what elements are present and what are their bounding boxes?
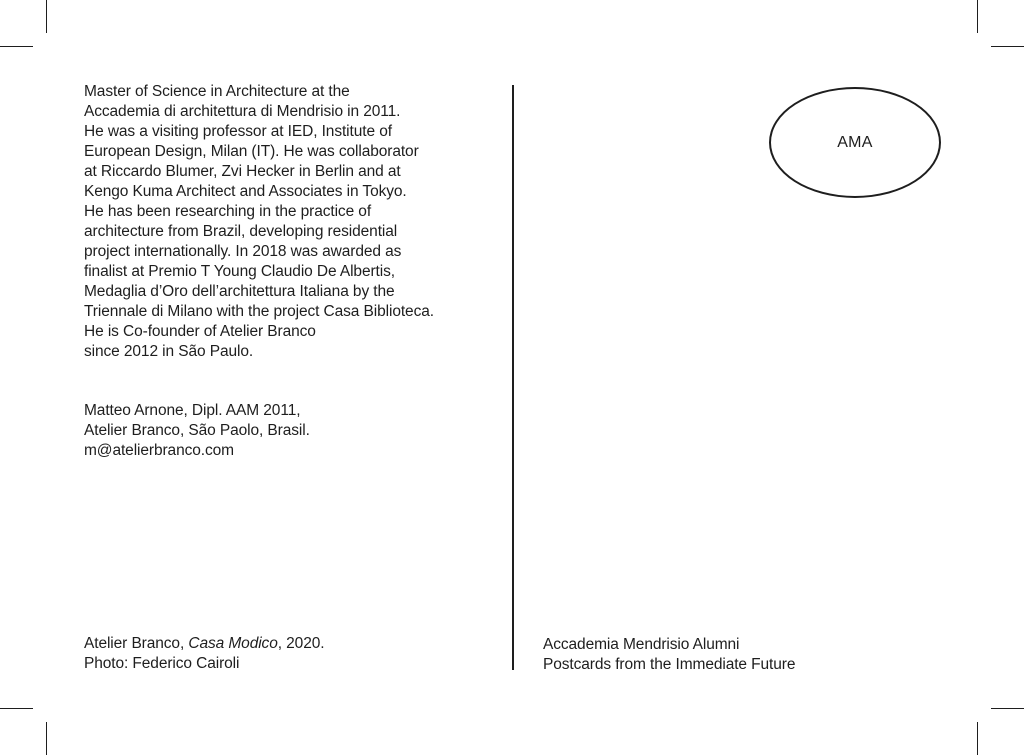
contact-email[interactable]: m@atelierbranco.com — [84, 442, 234, 459]
series-line-2: Postcards from the Immediate Future — [543, 656, 796, 673]
bio-line: Accademia di architettura di Mendrisio in 2011. — [84, 103, 401, 120]
image-caption — [84, 634, 324, 674]
caption-photo-credit: Photo: Federico Cairoli — [84, 655, 240, 672]
contact-studio: Atelier Branco, São Paolo, Brasil. — [84, 422, 310, 439]
contact-name: Matteo Arnone, Dipl. AAM 2011, — [84, 402, 301, 419]
crop-mark-top-left-horizontal — [0, 46, 33, 47]
biography-text — [84, 82, 434, 362]
bio-line: finalist at Premio T Young Claudio De Albertis, — [84, 263, 395, 280]
bio-line: European Design, Milan (IT). He was collaborator — [84, 143, 419, 160]
crop-mark-bottom-left-vertical — [46, 722, 47, 755]
postcard-divider — [512, 85, 514, 670]
bio-line: Master of Science in Architecture at the — [84, 83, 350, 100]
bio-line: at Riccardo Blumer, Zvi Hecker in Berlin and at — [84, 163, 401, 180]
crop-mark-bottom-right-horizontal — [991, 708, 1024, 709]
bio-line: He has been researching in the practice of — [84, 203, 372, 220]
contact-block — [84, 401, 310, 461]
crop-mark-bottom-right-vertical — [977, 722, 978, 755]
caption-title-line — [84, 634, 324, 654]
stamp-label: AMA — [837, 133, 873, 151]
bio-line: He was a visiting professor at IED, Institute of — [84, 123, 392, 140]
ama-stamp — [769, 87, 941, 198]
crop-mark-bottom-left-horizontal — [0, 708, 33, 709]
bio-line: Kengo Kuma Architect and Associates in Tokyo. — [84, 183, 407, 200]
bio-line: Medaglia d’Oro dell’architettura Italiana by the — [84, 283, 395, 300]
caption-year: , 2020. — [277, 635, 325, 652]
bio-line: architecture from Brazil, developing residential — [84, 223, 398, 240]
crop-mark-top-right-horizontal — [991, 46, 1024, 47]
crop-mark-top-left-vertical — [46, 0, 47, 33]
caption-studio: Atelier Branco, — [84, 635, 189, 652]
bio-line: He is Co-founder of Atelier Branco — [84, 323, 316, 340]
caption-project: Casa Modico — [188, 635, 278, 652]
series-title — [543, 635, 795, 675]
series-line-1: Accademia Mendrisio Alumni — [543, 636, 740, 653]
bio-line: Triennale di Milano with the project Casa Biblioteca. — [84, 303, 434, 320]
bio-line: since 2012 in São Paulo. — [84, 343, 254, 360]
crop-mark-top-right-vertical — [977, 0, 978, 33]
bio-line: project internationally. In 2018 was awarded as — [84, 243, 402, 260]
